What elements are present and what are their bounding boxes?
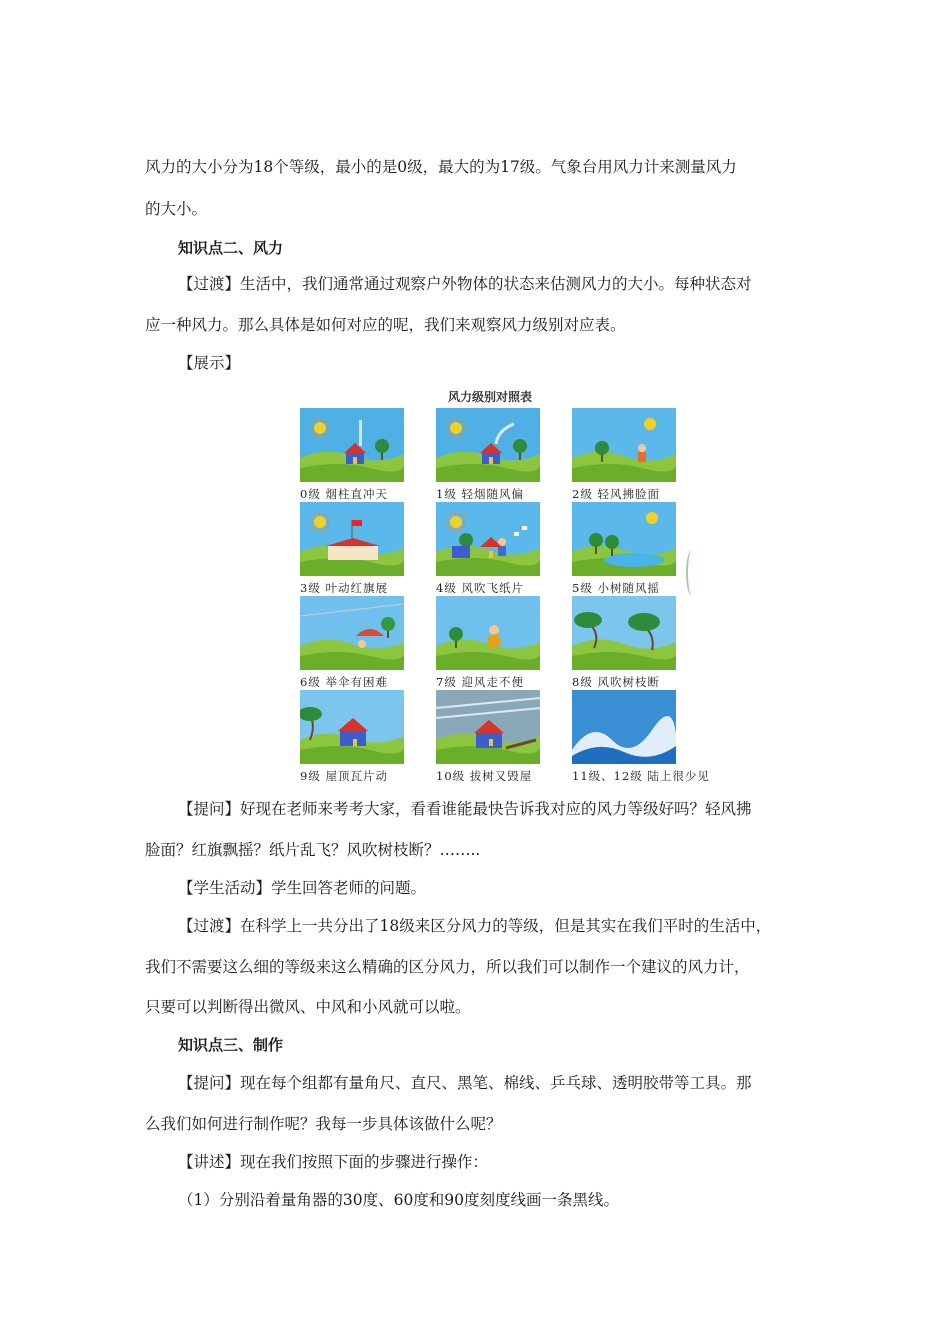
wind-level-cell bbox=[432, 502, 552, 596]
wind-level-illustration bbox=[436, 596, 540, 670]
wind-level-illustration bbox=[300, 502, 404, 576]
wind-level-cell bbox=[296, 502, 416, 596]
paragraph-step-1: （1）分别沿着量角器的30度、60度和90度刻度线画一条黑线。 bbox=[178, 1191, 620, 1209]
paragraph-transition2-b: 我们不需要这么细的等级来这么精确的区分风力，所以我们可以制作一个建议的风力计， bbox=[145, 958, 750, 976]
section-heading-3: 知识点三、制作 bbox=[178, 1036, 284, 1054]
paragraph-1a: 风力的大小分为18个等级，最小的是0级，最大的为17级。气象台用风力计来测量风力 bbox=[145, 158, 737, 176]
wind-level-cell bbox=[568, 596, 688, 690]
wind-level-cell bbox=[296, 408, 416, 502]
wind-level-illustration bbox=[300, 690, 404, 764]
wind-level-caption: 0级 烟柱直冲天 bbox=[300, 487, 388, 501]
wind-scale-table bbox=[296, 384, 710, 784]
wind-table-title: 风力级别对照表 bbox=[447, 390, 532, 404]
paragraph-transition-a: 【过渡】生活中，我们通常通过观察户外物体的状态来估测风力的大小。每种状态对 bbox=[178, 275, 752, 293]
wind-level-cell bbox=[568, 690, 710, 784]
wind-level-illustration bbox=[300, 408, 404, 482]
paragraph-1b: 的大小。 bbox=[145, 200, 208, 218]
paragraph-question-a: 【提问】好现在老师来考考大家，看看谁能最快告诉我对应的风力等级好吗？轻风拂 bbox=[178, 800, 752, 818]
wind-level-caption: 10级 拔树又毁屋 bbox=[436, 769, 533, 783]
paragraph-show: 【展示】 bbox=[178, 354, 241, 372]
paragraph-transition2-c: 只要可以判断得出微风、中风和小风就可以啦。 bbox=[145, 998, 471, 1016]
wind-level-cell bbox=[432, 408, 552, 502]
wind-level-cell bbox=[432, 596, 552, 690]
section-heading-2: 知识点二、风力 bbox=[178, 239, 284, 257]
decorative-leaf-icon bbox=[686, 550, 698, 596]
wind-level-caption: 6级 举伞有困难 bbox=[300, 675, 388, 689]
wind-level-caption: 11级、12级 陆上很少见 bbox=[572, 769, 710, 783]
wind-level-caption: 1级 轻烟随风偏 bbox=[436, 487, 524, 501]
wind-level-cell bbox=[296, 690, 416, 784]
wind-level-cell bbox=[296, 596, 416, 690]
paragraph-transition2-a: 【过渡】在科学上一共分出了18级来区分风力的等级，但是其实在我们平时的生活中， bbox=[178, 917, 772, 935]
wind-level-illustration bbox=[436, 690, 540, 764]
wind-level-caption: 5级 小树随风摇 bbox=[572, 581, 660, 595]
paragraph-question2-b: 么我们如何进行制作呢？我每一步具体该做什么呢？ bbox=[145, 1115, 502, 1133]
wind-level-caption: 2级 轻风拂脸面 bbox=[572, 487, 660, 501]
wind-level-illustration bbox=[436, 408, 540, 482]
paragraph-transition-b: 应一种风力。那么具体是如何对应的呢，我们来观察风力级别对应表。 bbox=[145, 316, 626, 334]
wind-level-caption: 4级 风吹飞纸片 bbox=[436, 581, 524, 595]
paragraph-narrate: 【讲述】现在我们按照下面的步骤进行操作： bbox=[178, 1153, 489, 1171]
wind-level-illustration bbox=[572, 502, 676, 576]
paragraph-question-b: 脸面？红旗飘摇？纸片乱飞？风吹树枝断？…….. bbox=[145, 841, 481, 859]
wind-level-cell bbox=[432, 690, 552, 784]
wind-level-cell bbox=[568, 408, 688, 502]
wind-level-illustration bbox=[436, 502, 540, 576]
wind-level-caption: 3级 叶动红旗展 bbox=[300, 581, 388, 595]
wind-level-illustration bbox=[572, 408, 676, 482]
wind-level-illustration bbox=[572, 690, 676, 764]
wind-level-caption: 7级 迎风走不便 bbox=[436, 675, 524, 689]
wind-level-illustration bbox=[300, 596, 404, 670]
wind-level-cell bbox=[568, 502, 688, 596]
wind-level-caption: 9级 屋顶瓦片动 bbox=[300, 769, 388, 783]
paragraph-student-activity: 【学生活动】学生回答老师的问题。 bbox=[178, 879, 427, 897]
paragraph-question2-a: 【提问】现在每个组都有量角尺、直尺、黑笔、棉线、乒乓球、透明胶带等工具。那 bbox=[178, 1074, 752, 1092]
wind-level-illustration bbox=[572, 596, 676, 670]
wind-level-caption: 8级 风吹树枝断 bbox=[572, 675, 660, 689]
